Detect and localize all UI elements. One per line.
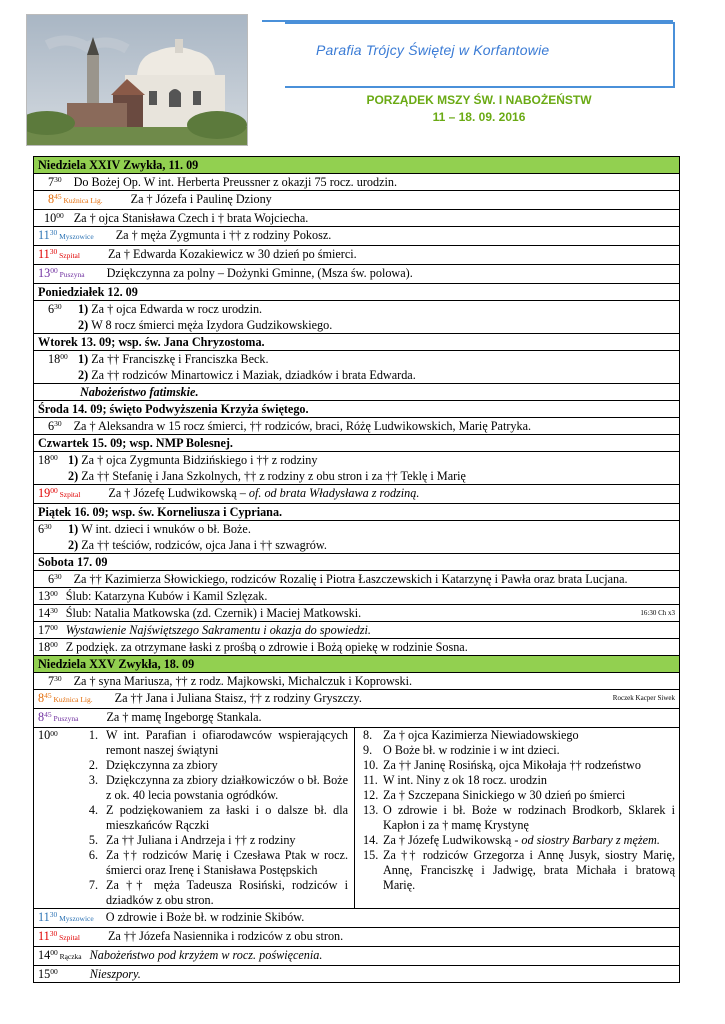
mass-time: $8^{45}$ Kuźnica Lig.	[48, 192, 103, 206]
intention-text: Nabożeństwo fatimskie.	[80, 385, 199, 399]
item-text: Dziękczynna za zbiory działkowiczów o bł. Boże z ok. 40 lecia powstania ogródków.	[106, 773, 348, 802]
item-text: Z podziękowaniem za łaski i o dalsze bł. dla mieszkańców Rączki	[106, 803, 348, 832]
table-row	[34, 521, 680, 554]
parish-title: Parafia Trójcy Świętej w Korfantowie	[316, 42, 550, 58]
mass-cell	[34, 174, 680, 191]
mass-location: Kuźnica Lig.	[51, 695, 93, 704]
list-item	[363, 743, 675, 758]
intention-text: Za † męża Zygmunta i †† z rodziny Pokosz.	[115, 228, 332, 242]
side-note: 16:30 Ch x3	[640, 609, 675, 617]
intention-text: Za †† teściów, rodziców, ojca Jana i †† szwagrów.	[81, 538, 327, 552]
mass-cell	[34, 928, 680, 947]
mass-time: $13^{00}$	[38, 589, 58, 603]
mass-time: $10^{00}$	[38, 728, 58, 742]
intention-text: Ślub: Natalia Matkowska (zd. Czernik) i Maciej Matkowski.	[65, 606, 362, 620]
mass-cell	[34, 227, 680, 246]
mass-cell	[34, 418, 680, 435]
mass-time: $8^{45}$ Kuźnica Lig.	[38, 691, 93, 705]
mass-time: $18^{00}$	[38, 453, 58, 467]
item-number: 8.	[363, 728, 373, 742]
mass-cell	[34, 210, 680, 227]
header-rule	[262, 20, 673, 22]
mass-cell	[34, 909, 680, 928]
mass-time: $10^{00}$	[44, 211, 64, 225]
table-row	[34, 909, 680, 928]
item-text: Dziękczynna za zbiory	[106, 758, 218, 772]
item-number: 12.	[363, 788, 379, 802]
schedule-table	[33, 156, 680, 983]
list-item	[363, 803, 675, 833]
item-number: 3.	[88, 773, 98, 787]
intention-text: Za † syna Mariusza, †† z rodz. Majkowski, Michalczuk i Koprowski.	[73, 674, 413, 688]
item-number: 1.	[88, 728, 98, 742]
intention-text: Za † Józefę Ludwikowską –	[108, 486, 246, 500]
list-item	[363, 728, 675, 743]
table-row	[34, 966, 680, 983]
table-row	[34, 622, 680, 639]
table-row	[34, 246, 680, 265]
mass-cell	[34, 947, 680, 966]
item-number: 5.	[88, 833, 98, 847]
table-row	[34, 639, 680, 656]
list-item	[74, 833, 348, 848]
intention-text: Za † ojca Stanisława Czech i † brata Wojciecha.	[73, 211, 309, 225]
intention-text: Ślub: Katarzyna Kubów i Kamil Szlęzak.	[65, 589, 268, 603]
table-row	[34, 157, 680, 174]
item-text: Za † ojca Kazimierza Niewiadowskiego	[383, 728, 579, 742]
item-note: od siostry Barbary z mężem.	[521, 833, 660, 847]
intention-number: 2)	[78, 318, 92, 332]
day-heading: Sobota 17. 09	[34, 554, 680, 571]
item-text: Za † Szczepana Sinickiego w 30 dzień po śmierci	[383, 788, 626, 802]
intention-text: Za †† Jana i Juliana Staisz, †† z rodziny Gryszczy.	[114, 691, 362, 705]
intention-number: 1)	[68, 453, 82, 467]
mass-10-cell	[34, 728, 680, 909]
mass-time: $6^{30}$	[48, 419, 62, 433]
intention	[68, 521, 327, 537]
mass-cell	[34, 571, 680, 588]
item-number: 2.	[88, 758, 98, 772]
day-heading: Piątek 16. 09; wsp. św. Korneliusza i Cypriana.	[34, 504, 680, 521]
mass-location: Szpital	[57, 251, 80, 260]
table-row	[34, 728, 680, 909]
item-number: 13.	[363, 803, 379, 817]
intention-text: Wystawienie Najświętszego Sakramentu i okazja do spowiedzi.	[65, 623, 371, 637]
item-text: Za †† Janinę Rosińską, ojca Mikołaja †† rodzeństwo	[383, 758, 641, 772]
item-text: Za †† męża Tadeusza Rosiński, rodziców i dziadków z obu stron.	[106, 878, 348, 907]
intention-text: Nieszpory.	[89, 967, 141, 981]
item-text: O Boże bł. w rodzinie i w int dzieci.	[383, 743, 560, 757]
mass-cell	[34, 639, 680, 656]
mass-cell	[34, 966, 680, 983]
mass-time: $18^{00}$	[38, 640, 58, 654]
intention	[68, 537, 327, 553]
intention-text: Za † Edwarda Kozakiewicz w 30 dzień po śmierci.	[107, 247, 357, 261]
intention-number: 2)	[68, 538, 82, 552]
intention-text: Za †† Franciszkę i Franciszka Beck.	[91, 352, 269, 366]
intention-number: 1)	[68, 522, 82, 536]
mass-location: Rączka	[57, 952, 82, 961]
schedule-title: PORZĄDEK MSZY ŚW. I NABOŻEŃSTW	[366, 93, 592, 107]
intention	[78, 317, 332, 333]
mass-location: Puszyna	[57, 270, 85, 279]
table-row	[34, 690, 680, 709]
item-text: W int. Niny z ok 18 rocz. urodzin	[383, 773, 547, 787]
intention-list	[68, 452, 466, 484]
intention-text: Za †† Stefanię i Jana Szkolnych, †† z rodziny z obu stron i za †† Teklę i Marię	[81, 469, 466, 483]
mass-lines	[38, 452, 675, 484]
intention-text: W int. dzieci i wnuków o bł. Boże.	[81, 522, 251, 536]
mass-cell	[34, 485, 680, 504]
intention-text: Do Bożej Op. W int. Herberta Preussner z okazji 75 rocz. urodzin.	[73, 175, 398, 189]
mass-time: $14^{30}$	[38, 606, 58, 620]
list-item	[363, 833, 675, 848]
item-text: W int. Parafian i ofiarodawców wspierających remont naszej świątyni	[106, 728, 348, 757]
list-item	[74, 803, 348, 833]
intention	[68, 452, 466, 468]
intention-list	[78, 301, 332, 333]
item-number: 4.	[88, 803, 98, 817]
intention-text: Za †† rodziców Minartowicz i Maziak, dziadków i brata Edwarda.	[91, 368, 416, 382]
item-number: 11.	[363, 773, 378, 787]
mass-cell	[34, 588, 680, 605]
item-number: 9.	[363, 743, 373, 757]
mass-lines	[48, 301, 675, 333]
intention-text: Za † ojca Edwarda w rocz urodzin.	[91, 302, 263, 316]
intention-text: Za † Aleksandra w 15 rocz śmierci, †† rodziców, braci, Różę Ludwikowskich, Marię Patryka.	[73, 419, 532, 433]
intention-number: 2)	[68, 469, 82, 483]
table-row	[34, 227, 680, 246]
mass-time: $14^{00}$ Rączka	[38, 948, 82, 962]
item-number: 15.	[363, 848, 379, 862]
intention-text: Z podzięk. za otrzymane łaski z prośbą o zdrowie i Bożą opiekę w rodzinie Sosna.	[65, 640, 468, 654]
item-number: 14.	[363, 833, 379, 847]
intention	[78, 367, 416, 383]
mass-location: Szpital	[57, 490, 81, 499]
item-text: Za † Józefę Ludwikowską - od siostry Barbary z mężem.	[383, 833, 660, 847]
mass-location: Myszowice	[57, 232, 94, 241]
table-row	[34, 210, 680, 227]
mass-time: $6^{30}$	[48, 572, 62, 586]
mass-time: $15^{00}$	[38, 967, 58, 981]
mass-10-left	[38, 728, 355, 908]
mass-time: $13^{00}$ Puszyna	[38, 266, 85, 280]
mass-time: $18^{00}$	[48, 352, 68, 366]
church-photo	[26, 14, 248, 146]
intention-text: Za † ojca Zygmunta Bidzińskiego i †† z rodziny	[81, 453, 318, 467]
mass-lines	[48, 351, 675, 383]
item-text: Za †† rodziców Marię i Czesława Ptak w rocz. śmierci oraz Irenę i Stanisława Postępskich	[106, 848, 348, 877]
item-text: Za †† Juliana i Andrzeja i †† z rodziny	[106, 833, 296, 847]
table-row	[34, 673, 680, 690]
list-item	[363, 848, 675, 893]
intention-number: 2)	[78, 368, 92, 382]
intention-text: W 8 rocz śmierci męża Izydora Gudzikowskiego.	[91, 318, 333, 332]
list-item	[74, 728, 348, 758]
mass-lines	[38, 521, 675, 553]
mass-time: $11^{30}$ Myszowice	[38, 228, 94, 242]
mass-time: $6^{30}$	[38, 522, 52, 536]
mass-cell	[34, 351, 680, 384]
side-note: Roczek Kacper Siwek	[612, 694, 675, 702]
mass-time: $11^{30}$ Myszowice	[38, 910, 94, 924]
day-heading: Czwartek 15. 09; wsp. NMP Bolesnej.	[34, 435, 680, 452]
table-row	[34, 174, 680, 191]
mass-time: $11^{30}$ Szpital	[38, 929, 80, 943]
table-row	[34, 401, 680, 418]
table-row	[34, 435, 680, 452]
list-item	[363, 788, 675, 803]
table-row	[34, 384, 680, 401]
intention-text: Za †† Józefa Nasiennika i rodziców z obu stron.	[107, 929, 344, 943]
intention	[68, 468, 466, 484]
day-heading: Środa 14. 09; święto Podwyższenia Krzyża świętego.	[34, 401, 680, 418]
table-row	[34, 605, 680, 622]
mass-location: Kuźnica Lig.	[61, 196, 103, 205]
mass-time: $11^{30}$ Szpital	[38, 247, 80, 261]
table-row	[34, 485, 680, 504]
table-row	[34, 191, 680, 210]
mass-time: $17^{00}$	[38, 623, 58, 637]
mass-cell	[34, 384, 680, 401]
mass-cell	[34, 690, 680, 709]
intention-text: Za †† Kazimierza Słowickiego, rodziców Rozalię i Piotra Łaszczewskich i Katarzynę i Pawła oraz brata Lucjana.	[73, 572, 628, 586]
mass-cell	[34, 622, 680, 639]
intention-number: 1)	[78, 352, 92, 366]
item-text: Za †† rodziców Grzegorza i Annę Jusyk, siostry Marię, Annę, Franciszkę i Jadwigę, brata Michała i bratową Marię.	[383, 848, 675, 892]
intention-number: 1)	[78, 302, 92, 316]
intention-text: O zdrowie i Boże bł. w rodzinie Skibów.	[105, 910, 305, 924]
list-item	[363, 773, 675, 788]
table-row	[34, 284, 680, 301]
mass-time: $19^{00}$ Szpital	[38, 486, 81, 500]
item-number: 6.	[88, 848, 98, 862]
mass-cell	[34, 265, 680, 284]
mass-cell	[34, 246, 680, 265]
table-row	[34, 928, 680, 947]
mass-cell	[34, 605, 680, 622]
list-item	[74, 773, 348, 803]
intention-list	[78, 351, 416, 383]
mass-location: Szpital	[57, 933, 80, 942]
table-row	[34, 709, 680, 728]
list-item	[74, 878, 348, 908]
intention-note: of. od brata Władysława z rodziną.	[248, 486, 420, 500]
mass-cell	[34, 301, 680, 334]
table-row	[34, 504, 680, 521]
day-heading: Niedziela XXIV Zwykła, 11. 09	[34, 157, 680, 174]
mass-cell	[34, 709, 680, 728]
list-item	[74, 848, 348, 878]
table-row	[34, 656, 680, 673]
table-row	[34, 571, 680, 588]
item-text: O zdrowie i bł. Boże w rodzinach Brodkorb, Sklarek i Kapłon i za † mamę Krystynę	[383, 803, 675, 832]
table-row	[34, 265, 680, 284]
table-row	[34, 452, 680, 485]
table-row	[34, 351, 680, 384]
mass-location: Myszowice	[57, 914, 94, 923]
intention-text: Dziękczynna za polny – Dożynki Gminne, (Msza św. polowa).	[106, 266, 413, 280]
intention-list	[68, 521, 327, 553]
table-row	[34, 334, 680, 351]
mass-time: $7^{30}$	[48, 674, 62, 688]
intention	[78, 301, 332, 317]
day-heading: Niedziela XXV Zwykła, 18. 09	[34, 656, 680, 673]
intention	[78, 351, 416, 367]
table-row	[34, 947, 680, 966]
intention-text: Nabożeństwo pod krzyżem w rocz. poświęcenia.	[89, 948, 323, 962]
mass-10-right	[355, 728, 676, 908]
day-heading: Poniedziałek 12. 09	[34, 284, 680, 301]
table-row	[34, 418, 680, 435]
list-item	[74, 758, 348, 773]
mass-location: Puszyna	[51, 714, 79, 723]
mass-time: $6^{30}$	[48, 302, 62, 316]
item-number: 10.	[363, 758, 379, 772]
mass-cell	[34, 521, 680, 554]
mass-time: $8^{45}$ Puszyna	[38, 710, 79, 724]
intention-text: Za † mamę Ingeborgę Stankala.	[106, 710, 262, 724]
day-heading: Wtorek 13. 09; wsp. św. Jana Chryzostoma.	[34, 334, 680, 351]
intention-text: Za † Józefa i Paulinę Dziony	[130, 192, 272, 206]
list-item	[363, 758, 675, 773]
table-row	[34, 554, 680, 571]
table-row	[34, 301, 680, 334]
item-number: 7.	[88, 878, 98, 892]
church-illustration	[27, 15, 247, 145]
mass-cell	[34, 452, 680, 485]
schedule-dates: 11 – 18. 09. 2016	[432, 110, 526, 124]
mass-cell	[34, 673, 680, 690]
table-row	[34, 588, 680, 605]
mass-cell	[34, 191, 680, 210]
mass-time: $7^{30}$	[48, 175, 62, 189]
